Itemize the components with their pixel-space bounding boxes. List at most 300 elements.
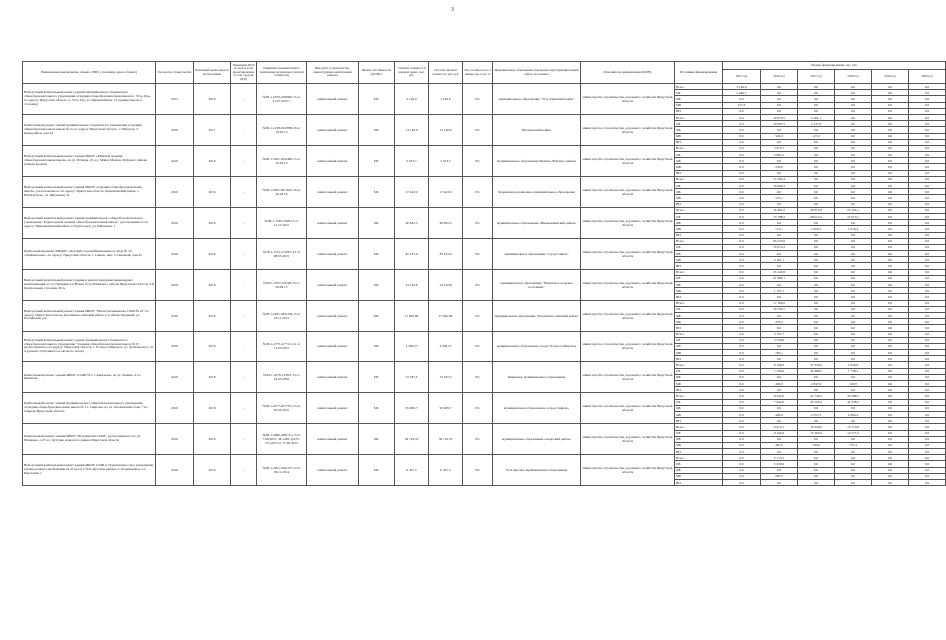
funding-amount: 0,0 — [835, 337, 872, 343]
funding-amount: 0,0 — [835, 164, 872, 170]
funding-amount: 0,0 — [909, 226, 946, 232]
funding-source: ФБ — [675, 251, 723, 257]
funding-amount: 0,0 — [909, 189, 946, 195]
funding-amount: 0,0 — [835, 114, 872, 120]
year-start: 2016 — [156, 269, 194, 300]
funding-amount: 0,0 — [723, 220, 761, 226]
funding-amount: 7 709,6 — [761, 368, 798, 374]
project-name: Выборочный капитальный ремонт здания МКОУ СОШ п. Подкаменное (под размещение группы раннего пребывания на 25 мест) в Усть-Кутском районе, п. Подкаменное, ул. Березовая, 1 — [23, 455, 156, 486]
funding-amount: 0,0 — [909, 449, 946, 455]
readiness: 0% — [463, 238, 493, 269]
readiness: 0% — [463, 424, 493, 455]
funding-amount: 0,0 — [723, 399, 761, 405]
funding-amount: 0,0 — [872, 312, 909, 318]
funding-amount: 0,0 — [872, 467, 909, 473]
funding-amount: 0,0 — [872, 411, 909, 417]
work-type: капитальный ремонт — [307, 84, 359, 115]
funding-amount: 0,0 — [872, 244, 909, 250]
funding-amount: 9 149,4 — [761, 430, 798, 436]
funding-source: Всего — [675, 207, 723, 213]
funding-amount: 2 960,4 — [835, 411, 872, 417]
funding-amount: 1 016,4 — [835, 226, 872, 232]
header-sources: Источники финансирования — [675, 62, 723, 84]
municipality: муниципальное образование "город Саянск" — [493, 238, 581, 269]
funding-amount: 0,0 — [909, 312, 946, 318]
ownership: МС — [359, 269, 395, 300]
psd-ref: - — [231, 393, 257, 424]
funding-amount: 0,0 — [723, 436, 761, 442]
funding-amount: 0,0 — [835, 282, 872, 288]
funding-amount: 0,0 — [909, 232, 946, 238]
project-name: Выборочный капитальный ремонт здания МБОУ "Магистральнинская СОШ № 22" по адресу: Иркутская область, Казачинско-Ленский район, р.п. Магистральный, ул. Российская, д.4 — [23, 300, 156, 331]
remaining-cost: 17 443,9 — [429, 176, 463, 207]
funding-amount: 8 342,0 — [761, 393, 798, 399]
funding-amount: 0,0 — [723, 343, 761, 349]
funding-amount: 0,0 — [872, 436, 909, 442]
header-est-cost: Сметная стоимость в текущих ценах, тыс. руб. — [395, 62, 429, 84]
funding-source: МБ — [675, 350, 723, 356]
remaining-cost: 23 120,8 — [429, 269, 463, 300]
funding-amount: 0,0 — [798, 312, 835, 318]
funding-amount: 16 990,3 — [761, 183, 798, 189]
funding-amount: 16 709,7 — [761, 306, 798, 312]
funding-amount: 0,0 — [909, 411, 946, 417]
work-type: капитальный ремонт — [307, 114, 359, 145]
work-type: капитальный ремонт — [307, 207, 359, 238]
funding-amount: 0,0 — [872, 306, 909, 312]
readiness: 0% — [463, 300, 493, 331]
municipality: Черемховское районное муниципальное образование — [493, 176, 581, 207]
funding-amount: 0,0 — [872, 114, 909, 120]
financing-table — [22, 61, 946, 486]
funding-amount: 0,0 — [909, 114, 946, 120]
funding-amount: 14 571,0 — [835, 430, 872, 436]
funding-amount: 0,0 — [835, 189, 872, 195]
funding-source: ОБ — [675, 152, 723, 158]
header-year-end: Плановый период ввода в эксплуатацию — [194, 62, 231, 84]
municipality: Шелеховский район — [493, 114, 581, 145]
funding-amount: 0,0 — [761, 436, 798, 442]
estimated-cost: 60 832,5 — [395, 207, 429, 238]
funding-amount: 0,0 — [872, 368, 909, 374]
funding-amount: 42 338,3 — [835, 399, 872, 405]
funding-amount: 29 012,8 — [798, 207, 835, 213]
work-type: капитальный ремонт — [307, 362, 359, 393]
funding-amount: 5 683,1 — [761, 152, 798, 158]
ownership: МС — [359, 300, 395, 331]
year-start: 2016 — [156, 362, 194, 393]
funding-source: ОБ — [675, 399, 723, 405]
funding-amount: 0,0 — [723, 207, 761, 213]
funding-source: ВИ — [675, 356, 723, 362]
remaining-cost: 4 590,27 — [429, 331, 463, 362]
funding-amount: 0,0 — [835, 455, 872, 461]
remaining-cost: 6 457,5 — [429, 455, 463, 486]
funding-amount: 0,0 — [872, 399, 909, 405]
funding-amount: 0,0 — [835, 436, 872, 442]
funding-source: ФБ — [675, 312, 723, 318]
funding-amount: 0,0 — [723, 96, 761, 102]
funding-amount: 0,0 — [872, 449, 909, 455]
funding-amount: 0,0 — [798, 195, 835, 201]
psd-ref: - — [231, 269, 257, 300]
funding-source: ВИ — [675, 139, 723, 145]
funding-amount: 0,0 — [872, 220, 909, 226]
project-name: Выборочный капитальный ремонт здания МКОУ «Майская средняя общеобразовательная школа» по ул. Победы, 10 в д. Майск Мамско-Чуйского района (замена кровли) — [23, 145, 156, 176]
funding-amount: 185,1 — [761, 350, 798, 356]
funding-amount: 0,0 — [723, 480, 761, 486]
year-end: 2018 — [194, 362, 231, 393]
funding-amount: 0,0 — [761, 343, 798, 349]
funding-amount: 0,0 — [723, 430, 761, 436]
funding-amount: 0,0 — [723, 189, 761, 195]
funding-amount: 0,0 — [872, 108, 909, 114]
funding-amount: 0,0 — [761, 263, 798, 269]
funding-amount: 0,0 — [909, 158, 946, 164]
municipality: муниципальное образование "Казачинско-Ленский район" — [493, 300, 581, 331]
executor: министерство строительства, дорожного хозяйства Иркутской области — [581, 455, 675, 486]
funding-amount: 0,0 — [909, 424, 946, 430]
funding-amount: 0,0 — [872, 418, 909, 424]
executor: министерство строительства, дорожного хозяйства Иркутской области — [581, 176, 675, 207]
funding-amount: 481,6 — [761, 442, 798, 448]
funding-amount: 0,0 — [872, 275, 909, 281]
funding-source: ФБ — [675, 158, 723, 164]
funding-amount: 0,0 — [909, 183, 946, 189]
funding-amount: 0,0 — [909, 176, 946, 182]
psd-ref: - — [231, 300, 257, 331]
expertise-ref: №38-1-2767-2/9798-15 от 04.09.15 — [257, 269, 307, 300]
funding-amount: 0,0 — [798, 319, 835, 325]
funding-amount: 470,3 — [761, 319, 798, 325]
funding-amount: 0,0 — [723, 176, 761, 182]
funding-amount: 0,0 — [761, 127, 798, 133]
funding-amount: 0,0 — [723, 411, 761, 417]
funding-amount: 0,0 — [723, 393, 761, 399]
funding-amount: 0,0 — [835, 275, 872, 281]
funding-amount: 0,0 — [909, 170, 946, 176]
project-name: Выборочный капитальный ремонт здания муниципального общеобразовательного учреждения "Рудногорская средняя общеобразовательная школа", расположенного по адресу: Нижнеилимский район, п. Рудногорск, ул. Школьная, 1 — [23, 207, 156, 238]
funding-source: ВИ — [675, 201, 723, 207]
funding-amount: 793,6 — [798, 442, 835, 448]
funding-amount: 0,0 — [761, 418, 798, 424]
funding-amount: 0,0 — [909, 356, 946, 362]
funding-source: ОБ — [675, 337, 723, 343]
funding-amount: 0,0 — [909, 467, 946, 473]
funding-source: Всего — [675, 331, 723, 337]
funding-amount: 0,0 — [798, 96, 835, 102]
funding-amount: 0,0 — [723, 368, 761, 374]
funding-amount: 0,0 — [909, 220, 946, 226]
funding-amount: 373,1 — [761, 195, 798, 201]
header-year-5: 2019 год — [872, 70, 909, 84]
funding-amount: 0,0 — [872, 213, 909, 219]
funding-source: Всего — [675, 424, 723, 430]
work-type: капитальный ремонт — [307, 176, 359, 207]
executor: министерство строительства, дорожного хозяйства Иркутской области — [581, 424, 675, 455]
estimated-cost: 72 187,2 — [395, 362, 429, 393]
funding-amount: 0,0 — [872, 325, 909, 331]
ownership: МС — [359, 238, 395, 269]
funding-source: ОБ — [675, 430, 723, 436]
funding-amount: 0,0 — [798, 189, 835, 195]
header-year-3: 2017 год — [798, 70, 835, 84]
funding-source: ОБ — [675, 90, 723, 96]
funding-amount: 0,0 — [909, 282, 946, 288]
funding-amount: 0,0 — [761, 84, 798, 90]
funding-amount: 0,0 — [798, 275, 835, 281]
funding-amount: 0,0 — [872, 139, 909, 145]
funding-amount: 0,0 — [835, 176, 872, 182]
funding-amount: 0,0 — [761, 449, 798, 455]
remaining-cost: 17 962,99 — [429, 300, 463, 331]
funding-amount: 0,0 — [798, 170, 835, 176]
work-type: капитальный ремонт — [307, 424, 359, 455]
expertise-ref: №38-1-2051-2561/07-14 от 06.11.2014 — [257, 455, 307, 486]
funding-amount: 0,0 — [872, 145, 909, 151]
funding-source: Всего — [675, 455, 723, 461]
funding-amount: 0,0 — [835, 183, 872, 189]
funding-amount: 13 710,8 — [835, 424, 872, 430]
project-name: Капитальный ремонт здания МБОУ "Кутуликская СОШ", расположенного по ул. Матвеева, д.47 в п. Кутулик Аларского района Иркутской области — [23, 424, 156, 455]
ownership: МС — [359, 84, 395, 115]
funding-amount: 0,0 — [798, 164, 835, 170]
funding-amount: 0,0 — [872, 84, 909, 90]
funding-amount: 0,0 — [798, 152, 835, 158]
year-start: 2016 — [156, 207, 194, 238]
funding-amount: 0,0 — [761, 102, 798, 108]
funding-amount: 0,0 — [872, 294, 909, 300]
year-start: 2016 — [156, 238, 194, 269]
funding-amount: 0,0 — [909, 195, 946, 201]
funding-amount: 157,3 — [723, 102, 761, 108]
expertise-ref: №38-1-1529-3528-15 от 12.12.2015 — [257, 207, 307, 238]
page-number: 3 — [451, 7, 454, 13]
funding-amount: 0,0 — [723, 275, 761, 281]
funding-amount: 0,0 — [723, 257, 761, 263]
funding-amount: 0,0 — [798, 331, 835, 337]
funding-amount: 0,0 — [872, 152, 909, 158]
work-type: капитальный ремонт — [307, 393, 359, 424]
funding-amount: 0,0 — [723, 269, 761, 275]
funding-amount: 0,0 — [909, 387, 946, 393]
funding-source: ФБ — [675, 96, 723, 102]
funding-amount: 0,0 — [909, 90, 946, 96]
funding-amount: 0,0 — [723, 201, 761, 207]
funding-amount: 0,0 — [835, 90, 872, 96]
funding-amount: 0,0 — [761, 220, 798, 226]
funding-amount: 0,0 — [909, 343, 946, 349]
funding-amount: 0,0 — [835, 257, 872, 263]
work-type: капитальный ремонт — [307, 455, 359, 486]
funding-amount: 721,1 — [761, 226, 798, 232]
header-year-start: Год начала строительства — [156, 62, 194, 84]
funding-amount: 0,0 — [723, 418, 761, 424]
funding-amount: 0,0 — [798, 418, 835, 424]
funding-amount: 0,0 — [909, 362, 946, 368]
funding-amount: 0,0 — [872, 207, 909, 213]
funding-amount: 0,0 — [909, 257, 946, 263]
funding-amount: 15 392,6 — [798, 430, 835, 436]
funding-amount: 0,0 — [835, 480, 872, 486]
funding-amount: 5 715,5 — [761, 455, 798, 461]
funding-amount: 0,0 — [723, 183, 761, 189]
funding-amount: 0,0 — [909, 442, 946, 448]
funding-amount: 0,0 — [835, 145, 872, 151]
funding-amount: 0,0 — [909, 152, 946, 158]
funding-amount: 0,0 — [872, 195, 909, 201]
funding-amount: 0,0 — [798, 232, 835, 238]
funding-source: Всего — [675, 362, 723, 368]
year-start: 2016 — [156, 331, 194, 362]
funding-source: ВИ — [675, 418, 723, 424]
expertise-ref: №38-1-2686-2687/15-15 от 7.08.2015, 38-1463-1(4/57-27)-2015 от 17.02.2015 — [257, 424, 307, 455]
funding-amount: 0,0 — [835, 244, 872, 250]
funding-amount: 0,0 — [723, 288, 761, 294]
funding-amount: 0,0 — [798, 127, 835, 133]
funding-amount: 2 847,9 — [798, 381, 835, 387]
funding-amount: 1 131,7 — [761, 288, 798, 294]
funding-amount: 0,0 — [761, 108, 798, 114]
ownership: МС — [359, 455, 395, 486]
funding-source: Всего — [675, 176, 723, 182]
funding-amount: 0,0 — [909, 269, 946, 275]
funding-amount: 0,0 — [909, 430, 946, 436]
funding-amount: 0,0 — [798, 405, 835, 411]
funding-amount: 10 067,5 — [761, 121, 798, 127]
readiness: 0% — [463, 269, 493, 300]
funding-amount: 0,0 — [872, 387, 909, 393]
year-start: 2016 — [156, 393, 194, 424]
executor: министерство строительства, дорожного хозяйства Иркутской области — [581, 362, 675, 393]
readiness: 0% — [463, 331, 493, 362]
funding-source: Всего — [675, 84, 723, 90]
funding-amount: 0,0 — [723, 442, 761, 448]
funding-amount: 0,0 — [872, 164, 909, 170]
funding-amount: 0,0 — [909, 325, 946, 331]
funding-amount: 0,0 — [909, 244, 946, 250]
funding-amount: 8 199,6 — [761, 362, 798, 368]
funding-amount: 0,0 — [872, 183, 909, 189]
year-start: 2016 — [156, 300, 194, 331]
funding-amount: 0,0 — [798, 183, 835, 189]
funding-amount: 0,0 — [798, 263, 835, 269]
funding-source: ФБ — [675, 189, 723, 195]
remaining-cost: 5 913,7 — [429, 145, 463, 176]
funding-source: ОБ — [675, 275, 723, 281]
funding-source: ВИ — [675, 325, 723, 331]
funding-amount: 0,0 — [835, 461, 872, 467]
funding-amount: 83 233,9 — [761, 238, 798, 244]
funding-amount: 1 738,2 — [835, 368, 872, 374]
project-name: Капитальный ремонт здания МБОУ «СОШ № 5 г. Киренска» по ул. Ленина, 4 в г. Киренске — [23, 362, 156, 393]
ownership: МС — [359, 145, 395, 176]
psd-ref: - — [231, 424, 257, 455]
municipality: Усть-Кутское муниципальное образование — [493, 455, 581, 486]
funding-amount: 0,0 — [909, 251, 946, 257]
funding-amount: 285,5 — [761, 473, 798, 479]
funding-amount: 0,0 — [872, 127, 909, 133]
ownership: МС — [359, 424, 395, 455]
funding-amount: 0,0 — [872, 263, 909, 269]
funding-amount: 0,0 — [723, 213, 761, 219]
funding-amount: 0,0 — [798, 337, 835, 343]
executor: министерство строительства, дорожного хозяйства Иркутской области — [581, 145, 675, 176]
year-start: 2016 — [156, 424, 194, 455]
header-psd: Реквизиты ПСД (в случае если проектирование за счет средств ОГБ) — [231, 62, 257, 84]
funding-amount: 0,0 — [761, 480, 798, 486]
funding-amount: 0,0 — [909, 263, 946, 269]
funding-source: Всего — [675, 145, 723, 151]
funding-amount: 0,0 — [872, 102, 909, 108]
funding-amount: 0,0 — [723, 405, 761, 411]
funding-amount: 0,0 — [723, 300, 761, 306]
funding-amount: 0,0 — [872, 356, 909, 362]
funding-amount: 0,0 — [835, 133, 872, 139]
ownership: МС — [359, 331, 395, 362]
funding-amount: 0,0 — [909, 294, 946, 300]
readiness: 0% — [463, 84, 493, 115]
remaining-cost: 39 716,55 — [429, 424, 463, 455]
funding-source: Всего — [675, 269, 723, 275]
funding-amount: 0,0 — [872, 170, 909, 176]
funding-source: ФБ — [675, 282, 723, 288]
funding-amount: 0,0 — [835, 232, 872, 238]
funding-amount: 0,0 — [872, 442, 909, 448]
estimated-cost: 6 457,5 — [395, 455, 429, 486]
funding-amount: 0,0 — [761, 294, 798, 300]
executor: министерство строительства, дорожного хозяйства Иркутской области — [581, 269, 675, 300]
municipality: Киренское муниципальное образование — [493, 362, 581, 393]
header-expertise: Реквизиты положительного заключения экспертизы (сметной стоимости) — [257, 62, 307, 84]
funding-amount: 490,0 — [761, 381, 798, 387]
funding-amount: 0,0 — [872, 121, 909, 127]
funding-amount: 0,0 — [909, 121, 946, 127]
remaining-cost: 60 832,5 — [429, 207, 463, 238]
funding-amount: 0,0 — [909, 96, 946, 102]
funding-amount: 0,0 — [835, 102, 872, 108]
funding-source: ОБ — [675, 183, 723, 189]
funding-source: ВИ — [675, 480, 723, 486]
funding-source: ВИ — [675, 294, 723, 300]
psd-ref: - — [231, 238, 257, 269]
funding-source: МБ — [675, 133, 723, 139]
funding-amount: 0,0 — [872, 381, 909, 387]
funding-amount: 0,0 — [909, 350, 946, 356]
funding-amount: 0,0 — [723, 139, 761, 145]
remaining-cost: 83 233,9 — [429, 238, 463, 269]
project-name: Капитальный ремонт здания муниципального бюджетного учреждения «Средняя общеобразовательная школа № 2» по адресу: Иркутская область, г. Шелехов, 4 микрорайон, дом 44 — [23, 114, 156, 145]
remaining-cost: 95 069,7 — [429, 393, 463, 424]
funding-amount: 0,0 — [909, 381, 946, 387]
funding-amount: 0,0 — [798, 220, 835, 226]
funding-amount: 0,0 — [798, 467, 835, 473]
funding-source: МБ — [675, 102, 723, 108]
funding-amount: 0,0 — [798, 350, 835, 356]
table-header — [23, 62, 946, 84]
funding-amount: 0,0 — [909, 108, 946, 114]
funding-amount: 0,0 — [835, 418, 872, 424]
funding-amount: 0,0 — [723, 331, 761, 337]
project-name: Выборочный капитальный ремонт зданий муниципального бюджетного общеобразовательного учреждения «Средняя общеобразовательная школа п. Усть-Уда» по адресу: Иркутская область, п. Усть-Уда, ул. Первомайская, 13 (здание школы и столовая) — [23, 84, 156, 115]
year-end: 2018 — [194, 393, 231, 424]
funding-amount: 0,0 — [872, 251, 909, 257]
funding-amount: 0,0 — [761, 158, 798, 164]
executor: министерство строительства, дорожного хозяйства Иркутской области — [581, 331, 675, 362]
funding-amount: 0,0 — [723, 473, 761, 479]
funding-source: ОБ — [675, 213, 723, 219]
funding-amount: 0,0 — [909, 331, 946, 337]
